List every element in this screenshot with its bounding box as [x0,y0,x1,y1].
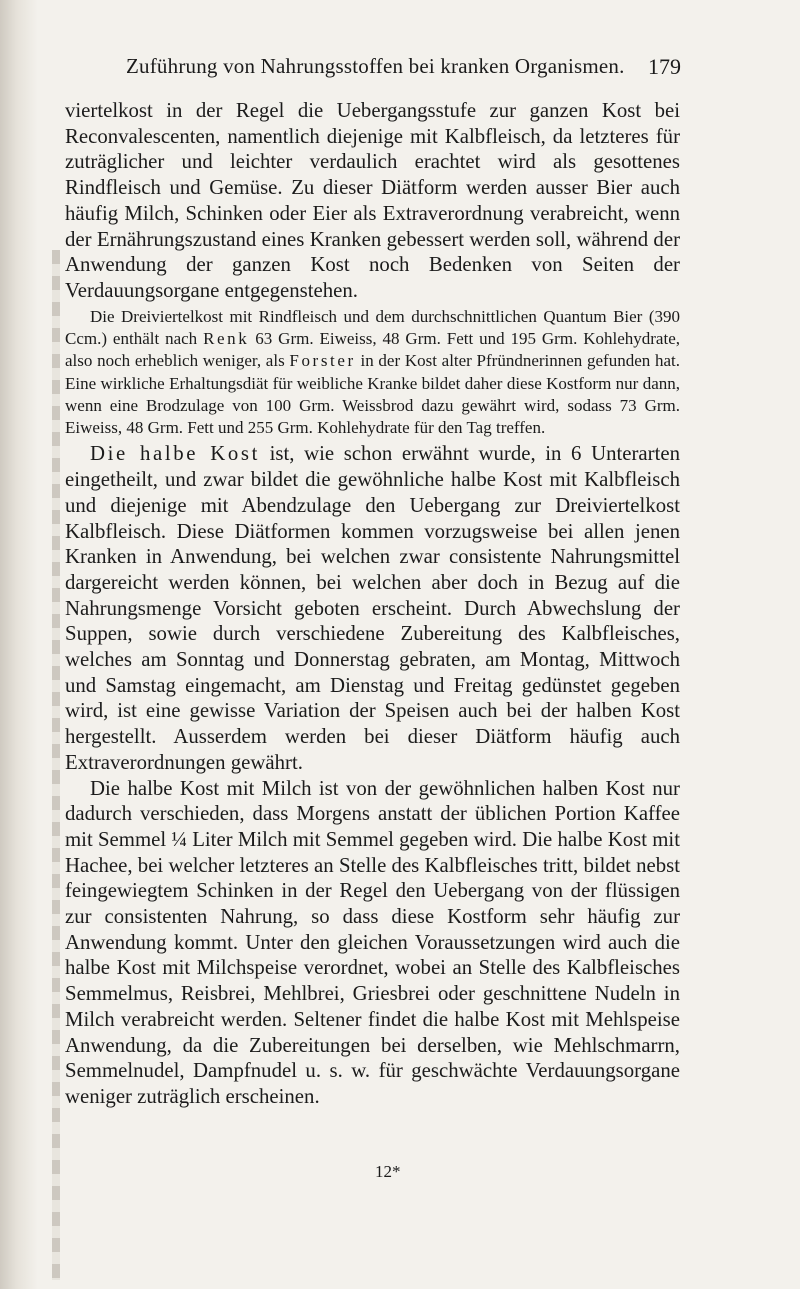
note-text-a: Die Dreiviertelkost mit Rindfleisch und dem durchschnittlichen Quantum Bier (390 Ccm.) enthält nach [65,306,680,348]
body-text [65,98,680,1110]
paragraph-3: Die halbe Kost mit Milch ist von der gewöhnlichen halben Kost nur dadurch verschieden, dass Morgens anstatt der üblichen Portion Kaffee mit Semmel ¼ Liter Milch mit Semmel gegeben wird. Die halbe Kost mit Hachee, bei welcher letzteres an Stelle des Kalbfleisches tritt, bildet nebst feingewiegtem Schinken in der Regel den Uebergang von der flüssigen zur consistenten Nahrung, so dass diese Kostform sehr häufig zur Anwendung kommt. Unter den gleichen Voraussetzungen wird auch die halbe Kost mit Milchspeise verordnet, wobei an Stelle des Kalbfleisches Semmelmus, Reisbrei, Mehlbrei, Griesbrei oder geschnittene Nudeln in Milch verabreicht werden. Seltener findet die halbe Kost mit Mehlspeise Anwendung, da die Zubereitungen bei derselben, wie Mehlschmarrn, Semmelnudel, Dampfnudel u. s. w. für geschwächte Verdauungsorgane weniger zuträglich erscheinen. [65,776,680,1108]
paragraph-2-lead: Die halbe Kost [90,442,260,466]
binding-edge [52,250,60,1280]
paragraph-2 [65,441,680,775]
note-text-c: in der Kost alter Pfründnerinnen gefunden hat. Eine wirkliche Erhaltungsdiät für weibliche Kranke bildet daher diese Kostform nur dann, wenn eine Brodzulage von 100 Grm. Weissbrod dazu gewährt wird, sodass 73 Grm. Eiweiss, 48 Grm. Fett und 255 Grm. Kohlehydrate für den Tag treffen. [65,351,680,438]
author-renk: Renk [203,328,250,348]
page-number: 179 [648,54,681,79]
binding-shadow [0,0,38,1289]
author-forster: Forster [289,351,356,371]
signature-mark: 12* [375,1162,401,1181]
paragraph-2-text: ist, wie schon erwähnt wurde, in 6 Unterarten eingetheilt, und zwar bildet die gewöhnliche halbe Kost mit Kalbfleisch und diejenige mit Abendzulage den Uebergang zur Dreiviertelkost Kalbfleisch. Diese Diätformen kommen vorzugsweise bei allen jenen Kranken in Anwendung, bei welchen zwar consistente Nahrungsmittel dargereicht werden können, bei welchen aber doch in Bezug auf die Nahrungsmenge Vorsicht geboten erscheint. Durch Abwechslung der Suppen, sowie durch verschiedene Zubereitung des Kalbfleisches, welches am Sonntag und Donnerstag gebraten, am Montag, Mittwoch und Samstag eingemacht, am Dienstag und Freitag gedünstet gegeben wird, ist eine gewisse Variation der Speisen auch bei der halben Kost hergestellt. Ausserdem werden bei dieser Diätform häufig auch Extraverordnungen gewährt. [65,442,680,774]
page-header [126,54,681,84]
paragraph-1: viertelkost in der Regel die Uebergangsstufe zur ganzen Kost bei Reconvalescenten, namentlich diejenige mit Kalbfleisch, da letzteres für zuträglicher und leichter verdaulich erachtet wird als gesottenes Rindfleisch und Gemüse. Zu dieser Diätform werden ausser Bier auch häufig Milch, Schinken oder Eier als Extraverordnung verabreicht, wenn der Ernährungszustand eines Kranken gebessert werden soll, während der Anwendung der ganzen Kost noch Bedenken von Seiten der Verdauungsorgane entgegenstehen. [65,99,680,302]
note-text-b: 63 Grm. Eiweiss, 48 Grm. Fett und 195 Grm. Kohlehydrate, also noch erheblich weniger, als [65,328,680,371]
footnote-paragraph [65,306,680,440]
running-head: Zuführung von Nahrungsstoffen bei kranken Organismen. [126,54,625,78]
